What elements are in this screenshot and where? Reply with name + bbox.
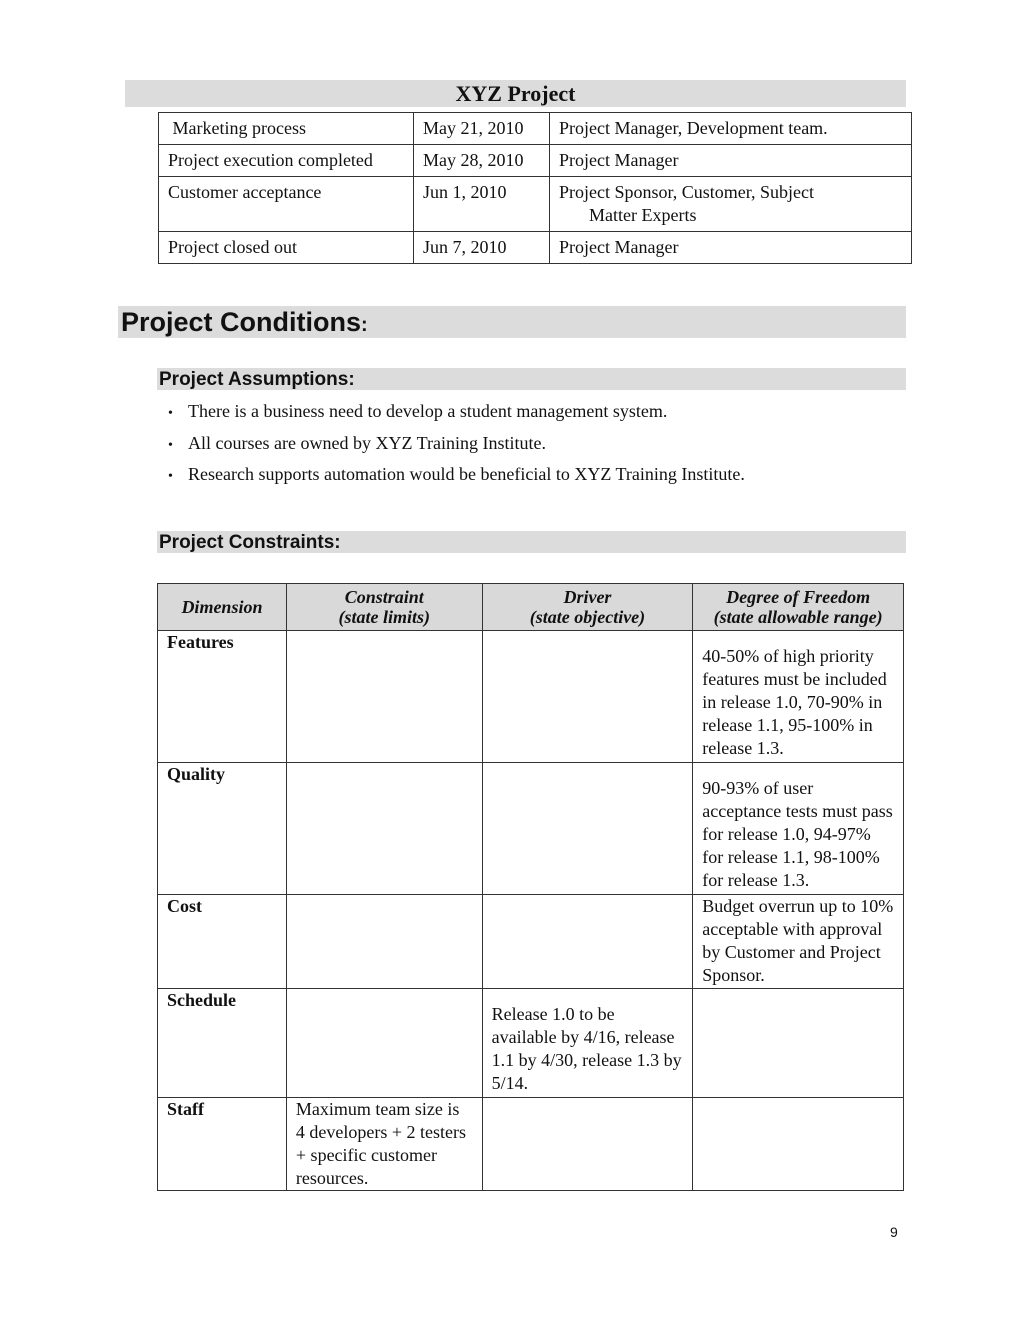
milestone-task: Project execution completed bbox=[159, 145, 414, 177]
table-row bbox=[158, 763, 904, 895]
table-row bbox=[158, 989, 904, 1098]
table-row bbox=[159, 113, 912, 145]
row-dimension: Schedule bbox=[158, 989, 287, 1098]
milestone-date: Jun 7, 2010 bbox=[414, 232, 550, 264]
section-heading-conditions: Project Conditions: bbox=[118, 306, 906, 338]
milestone-owner: Project Manager, Development team. bbox=[550, 113, 912, 145]
row-dimension: Features bbox=[158, 631, 287, 763]
milestone-date: May 21, 2010 bbox=[414, 113, 550, 145]
row-driver bbox=[482, 763, 693, 895]
page-number: 9 bbox=[890, 1224, 898, 1240]
table-row bbox=[158, 895, 904, 989]
milestone-date: Jun 1, 2010 bbox=[414, 177, 550, 232]
row-driver bbox=[482, 895, 693, 989]
row-freedom bbox=[693, 1098, 904, 1191]
list-item: • All courses are owned by XYZ Training Institute. bbox=[168, 430, 745, 462]
row-driver bbox=[482, 631, 693, 763]
row-freedom: 40-50% of high priority features must be included in release 1.0, 70-90% in release 1.1, 95-100% in release 1.3. bbox=[693, 631, 904, 763]
row-constraint bbox=[286, 989, 482, 1098]
section-heading-constraints: Project Constraints: bbox=[157, 531, 906, 553]
table-row bbox=[158, 631, 904, 763]
assumptions-list bbox=[168, 398, 745, 493]
row-constraint bbox=[286, 631, 482, 763]
list-item: • Research supports automation would be beneficial to XYZ Training Institute. bbox=[168, 461, 745, 493]
table-row bbox=[159, 177, 912, 232]
row-constraint: Maximum team size is 4 developers + 2 testers + specific customer resources. bbox=[286, 1098, 482, 1191]
list-item: • There is a business need to develop a student management system. bbox=[168, 398, 745, 430]
row-constraint bbox=[286, 763, 482, 895]
row-freedom: 90-93% of user acceptance tests must pass for release 1.0, 94-97% for release 1.1, 98-100% for release 1.3. bbox=[693, 763, 904, 895]
row-dimension: Staff bbox=[158, 1098, 287, 1191]
milestone-date: May 28, 2010 bbox=[414, 145, 550, 177]
header-dimension: Dimension bbox=[158, 584, 287, 631]
section-heading-assumptions: Project Assumptions: bbox=[157, 368, 906, 390]
row-constraint bbox=[286, 895, 482, 989]
milestone-owner: Project Manager bbox=[550, 145, 912, 177]
header-driver: Driver (state objective) bbox=[482, 584, 693, 631]
table-row bbox=[159, 232, 912, 264]
table-row bbox=[159, 145, 912, 177]
bullet-icon: • bbox=[168, 469, 173, 484]
row-freedom bbox=[693, 989, 904, 1098]
table-row bbox=[158, 1098, 904, 1191]
row-dimension: Cost bbox=[158, 895, 287, 989]
header-freedom: Degree of Freedom (state allowable range) bbox=[693, 584, 904, 631]
milestone-table-title: XYZ Project bbox=[125, 80, 906, 107]
row-freedom: Budget overrun up to 10% acceptable with approval by Customer and Project Sponsor. bbox=[693, 895, 904, 989]
milestone-task: Project closed out bbox=[159, 232, 414, 264]
row-dimension: Quality bbox=[158, 763, 287, 895]
milestone-task: Customer acceptance bbox=[159, 177, 414, 232]
table-header-row bbox=[158, 584, 904, 631]
bullet-icon: • bbox=[168, 437, 173, 453]
bullet-icon: • bbox=[168, 406, 173, 421]
row-driver: Release 1.0 to be available by 4/16, release 1.1 by 4/30, release 1.3 by 5/14. bbox=[482, 989, 693, 1098]
milestone-task: Marketing process bbox=[159, 113, 414, 145]
milestone-table bbox=[158, 112, 912, 264]
row-driver bbox=[482, 1098, 693, 1191]
constraints-table bbox=[157, 583, 904, 1191]
milestone-owner: Project Manager bbox=[550, 232, 912, 264]
header-constraint: Constraint (state limits) bbox=[286, 584, 482, 631]
milestone-owner: Project Sponsor, Customer, Subject Matter Experts bbox=[550, 177, 912, 232]
